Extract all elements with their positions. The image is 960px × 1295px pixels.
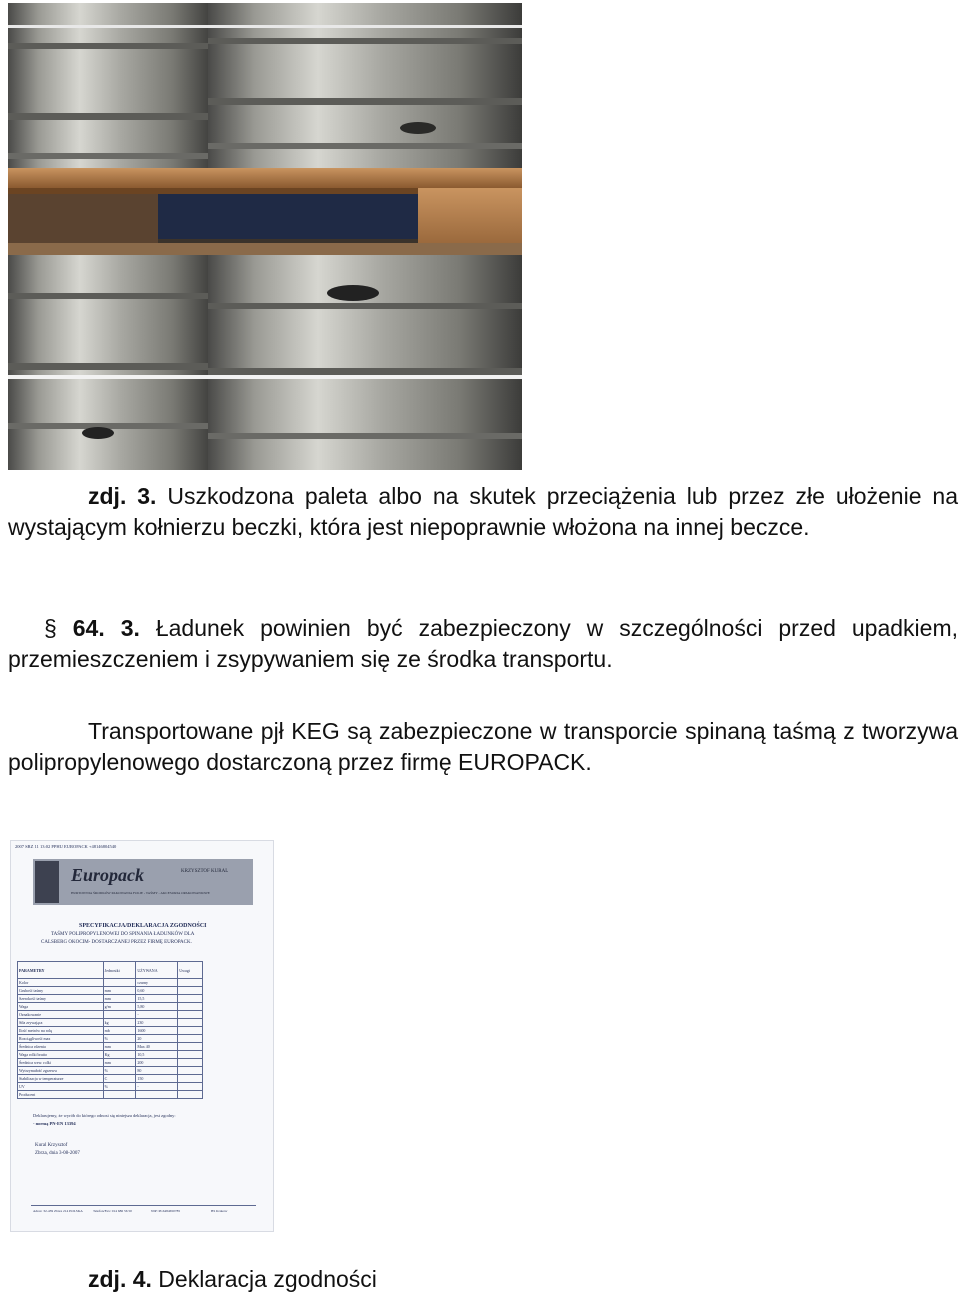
table-row (18, 1083, 203, 1091)
footer-phone: Telefon/Fax: 014 686 56 50 (93, 1209, 132, 1213)
kegs-photo (8, 3, 522, 470)
section-symbol: § (44, 615, 57, 641)
spec-cell (103, 1091, 136, 1099)
spec-cell (178, 1059, 203, 1067)
spec-cell: 80 (136, 1067, 178, 1075)
caption-text: Deklaracja zgodności (151, 1266, 377, 1292)
spec-cell: 230 (136, 1019, 178, 1027)
table-row (18, 1035, 203, 1043)
caption-label: zdj. 3. (88, 483, 157, 509)
europack-logo-banner (33, 859, 253, 905)
spec-cell: kg (103, 1019, 136, 1027)
spec-cell: 0,60 (136, 987, 178, 995)
spec-cell: Rozciągliwość max (18, 1035, 104, 1043)
spec-cell (178, 979, 203, 987)
table-row (18, 1043, 203, 1051)
scan-title: SPECYFIKACJA/DEKLARACJA ZGODNOŚCI (79, 923, 207, 929)
table-row (18, 1091, 203, 1099)
caption-text: Uszkodzona paleta albo na skutek przeciążenia lub przez złe ułożenie na wystającym kołnierzu beczki, która jest niepoprawnie włożona na innej beczce. (8, 483, 958, 540)
scan-title-2: TAŚMY POLIPROPYLENOWEJ DO SPINANIA ŁADUNKÓW DLA (51, 932, 195, 937)
spec-cell (178, 1067, 203, 1075)
owner-name: KRZYSZTOF KURAL (181, 869, 229, 874)
fax-header: 2007 SRZ 11 13:02 PPHU EUROPACK +48146804540 (15, 844, 117, 849)
spec-cell: 10,5 (136, 1051, 178, 1059)
spec-header-cell: UŻYWANA (136, 962, 178, 979)
spec-cell: Kolor (18, 979, 104, 987)
spec-cell: Siła zrywająca (18, 1019, 104, 1027)
spec-cell: Kg (103, 1051, 136, 1059)
kegs-photo-graphic (8, 3, 522, 470)
spec-cell: 200 (136, 1059, 178, 1067)
signer-name: Kural Krzysztof (35, 1143, 68, 1148)
table-row (18, 1003, 203, 1011)
spec-cell: % (103, 1083, 136, 1091)
logo-text: Europack (71, 865, 145, 885)
table-row (18, 979, 203, 987)
spec-table-header (18, 962, 203, 979)
keg-top-left (8, 3, 213, 178)
spec-cell (178, 987, 203, 995)
spec-cell (178, 1083, 203, 1091)
spec-cell: mm (103, 1059, 136, 1067)
declaration-text: Deklarujemy, że wyrób do którego odnosi się niniejsza deklaracja, jest zgodny: (33, 1113, 176, 1118)
section-number: 64. 3. (56, 615, 140, 641)
caption-label: zdj. 4. (88, 1266, 152, 1292)
spec-cell: g/m (103, 1003, 136, 1011)
spec-cell: czarny (136, 979, 178, 987)
spec-cell: - (136, 1083, 178, 1091)
spec-cell: mm (103, 987, 136, 995)
footer-bank: BS Kraków (211, 1209, 228, 1213)
spec-cell: Średnica rdzenia (18, 1043, 104, 1051)
spec-cell (136, 1091, 178, 1099)
spec-cell: mm (103, 1043, 136, 1051)
spec-cell (178, 1075, 203, 1083)
spec-cell (178, 1091, 203, 1099)
regulation-paragraph (8, 613, 958, 675)
spec-cell: Ilość metrów na rolę (18, 1027, 104, 1035)
spec-cell: 150 (136, 1075, 178, 1083)
table-row (18, 987, 203, 995)
spec-cell: % (103, 1035, 136, 1043)
footer-nip: NIP: PL6484650785 (151, 1209, 181, 1213)
wooden-pallet (8, 168, 522, 263)
keg-top-right (208, 3, 522, 173)
spec-header-cell: Jednostki (103, 962, 136, 979)
norm-text: - normą PN-EN 13394 (33, 1121, 76, 1126)
scan-title-3: CALSBERG OKOCIM- DOSTARCZANEJ PRZEZ FIRMĘ EUROPACK. (41, 940, 192, 945)
footer-divider (31, 1205, 256, 1206)
spec-cell (178, 1043, 203, 1051)
spec-cell (178, 1019, 203, 1027)
spec-cell: Max 40 (136, 1043, 178, 1051)
spec-cell: Stabilizacja w temperaturze (18, 1075, 104, 1083)
table-row (18, 1027, 203, 1035)
spec-cell: UV (18, 1083, 104, 1091)
footer-address: Adres: 32-439 Zbrza 214 POLSKA (33, 1209, 83, 1213)
spec-table (17, 961, 203, 1099)
spec-cell (178, 995, 203, 1003)
table-row (18, 1059, 203, 1067)
logo-emblem (35, 861, 59, 903)
spec-header-cell: Uwagi (178, 962, 203, 979)
logo-subtitle: HURTOWNIA ŚRODKÓW PAKOWANIA FOLIE - TAŚMY - AKCESORIA OPAKOWANIOWE (71, 891, 210, 895)
spec-cell: 5,80 (136, 1003, 178, 1011)
table-row (18, 1075, 203, 1083)
photo-caption-3 (8, 481, 958, 543)
spec-cell: - (136, 1011, 178, 1019)
spec-cell: 1600 (136, 1027, 178, 1035)
spec-cell: Grubość taśmy (18, 987, 104, 995)
spec-cell: 15,5 (136, 995, 178, 1003)
table-row (18, 1011, 203, 1019)
spec-cell: Waga (18, 1003, 104, 1011)
spec-cell: mm (103, 995, 136, 1003)
transport-paragraph: Transportowane pjł KEG są zabezpieczone w transporcie spinaną taśmą z tworzywa polipropylenowego dostarczoną przez firmę EUROPACK. (8, 718, 958, 775)
section-text: Ładunek powinien być zabezpieczony w szczególności przed upadkiem, przemieszczeniem i zsypywaniem się ze środka transportu. (8, 615, 959, 672)
spec-cell: 20 (136, 1035, 178, 1043)
spec-cell: C (103, 1075, 136, 1083)
spec-header-cell: PARAMETRY (18, 962, 104, 979)
spec-cell (178, 1011, 203, 1019)
spec-cell: % (103, 1067, 136, 1075)
table-row (18, 1019, 203, 1027)
table-row (18, 1051, 203, 1059)
spec-cell (103, 979, 136, 987)
spec-cell: Wytrzymałość zgrzewu (18, 1067, 104, 1075)
spec-cell (178, 1035, 203, 1043)
keg-bottom-right (208, 255, 522, 470)
spec-cell: Waga rolki brutto (18, 1051, 104, 1059)
place-date: Zbrza, dnia 3-08-2007 (35, 1151, 80, 1156)
spec-cell (178, 1003, 203, 1011)
table-row (18, 995, 203, 1003)
keg-bottom-left (8, 255, 213, 470)
table-row (18, 1067, 203, 1075)
spec-cell (178, 1051, 203, 1059)
spec-cell: Producent (18, 1091, 104, 1099)
spec-cell (178, 1027, 203, 1035)
photo-caption-4 (88, 1264, 948, 1295)
declaration-scan (10, 840, 274, 1232)
spec-cell: Szerokość taśmy (18, 995, 104, 1003)
spec-cell: Średnica wew. rolki (18, 1059, 104, 1067)
spec-cell: Oznakowanie (18, 1011, 104, 1019)
spec-cell: mb (103, 1027, 136, 1035)
spec-cell (103, 1011, 136, 1019)
